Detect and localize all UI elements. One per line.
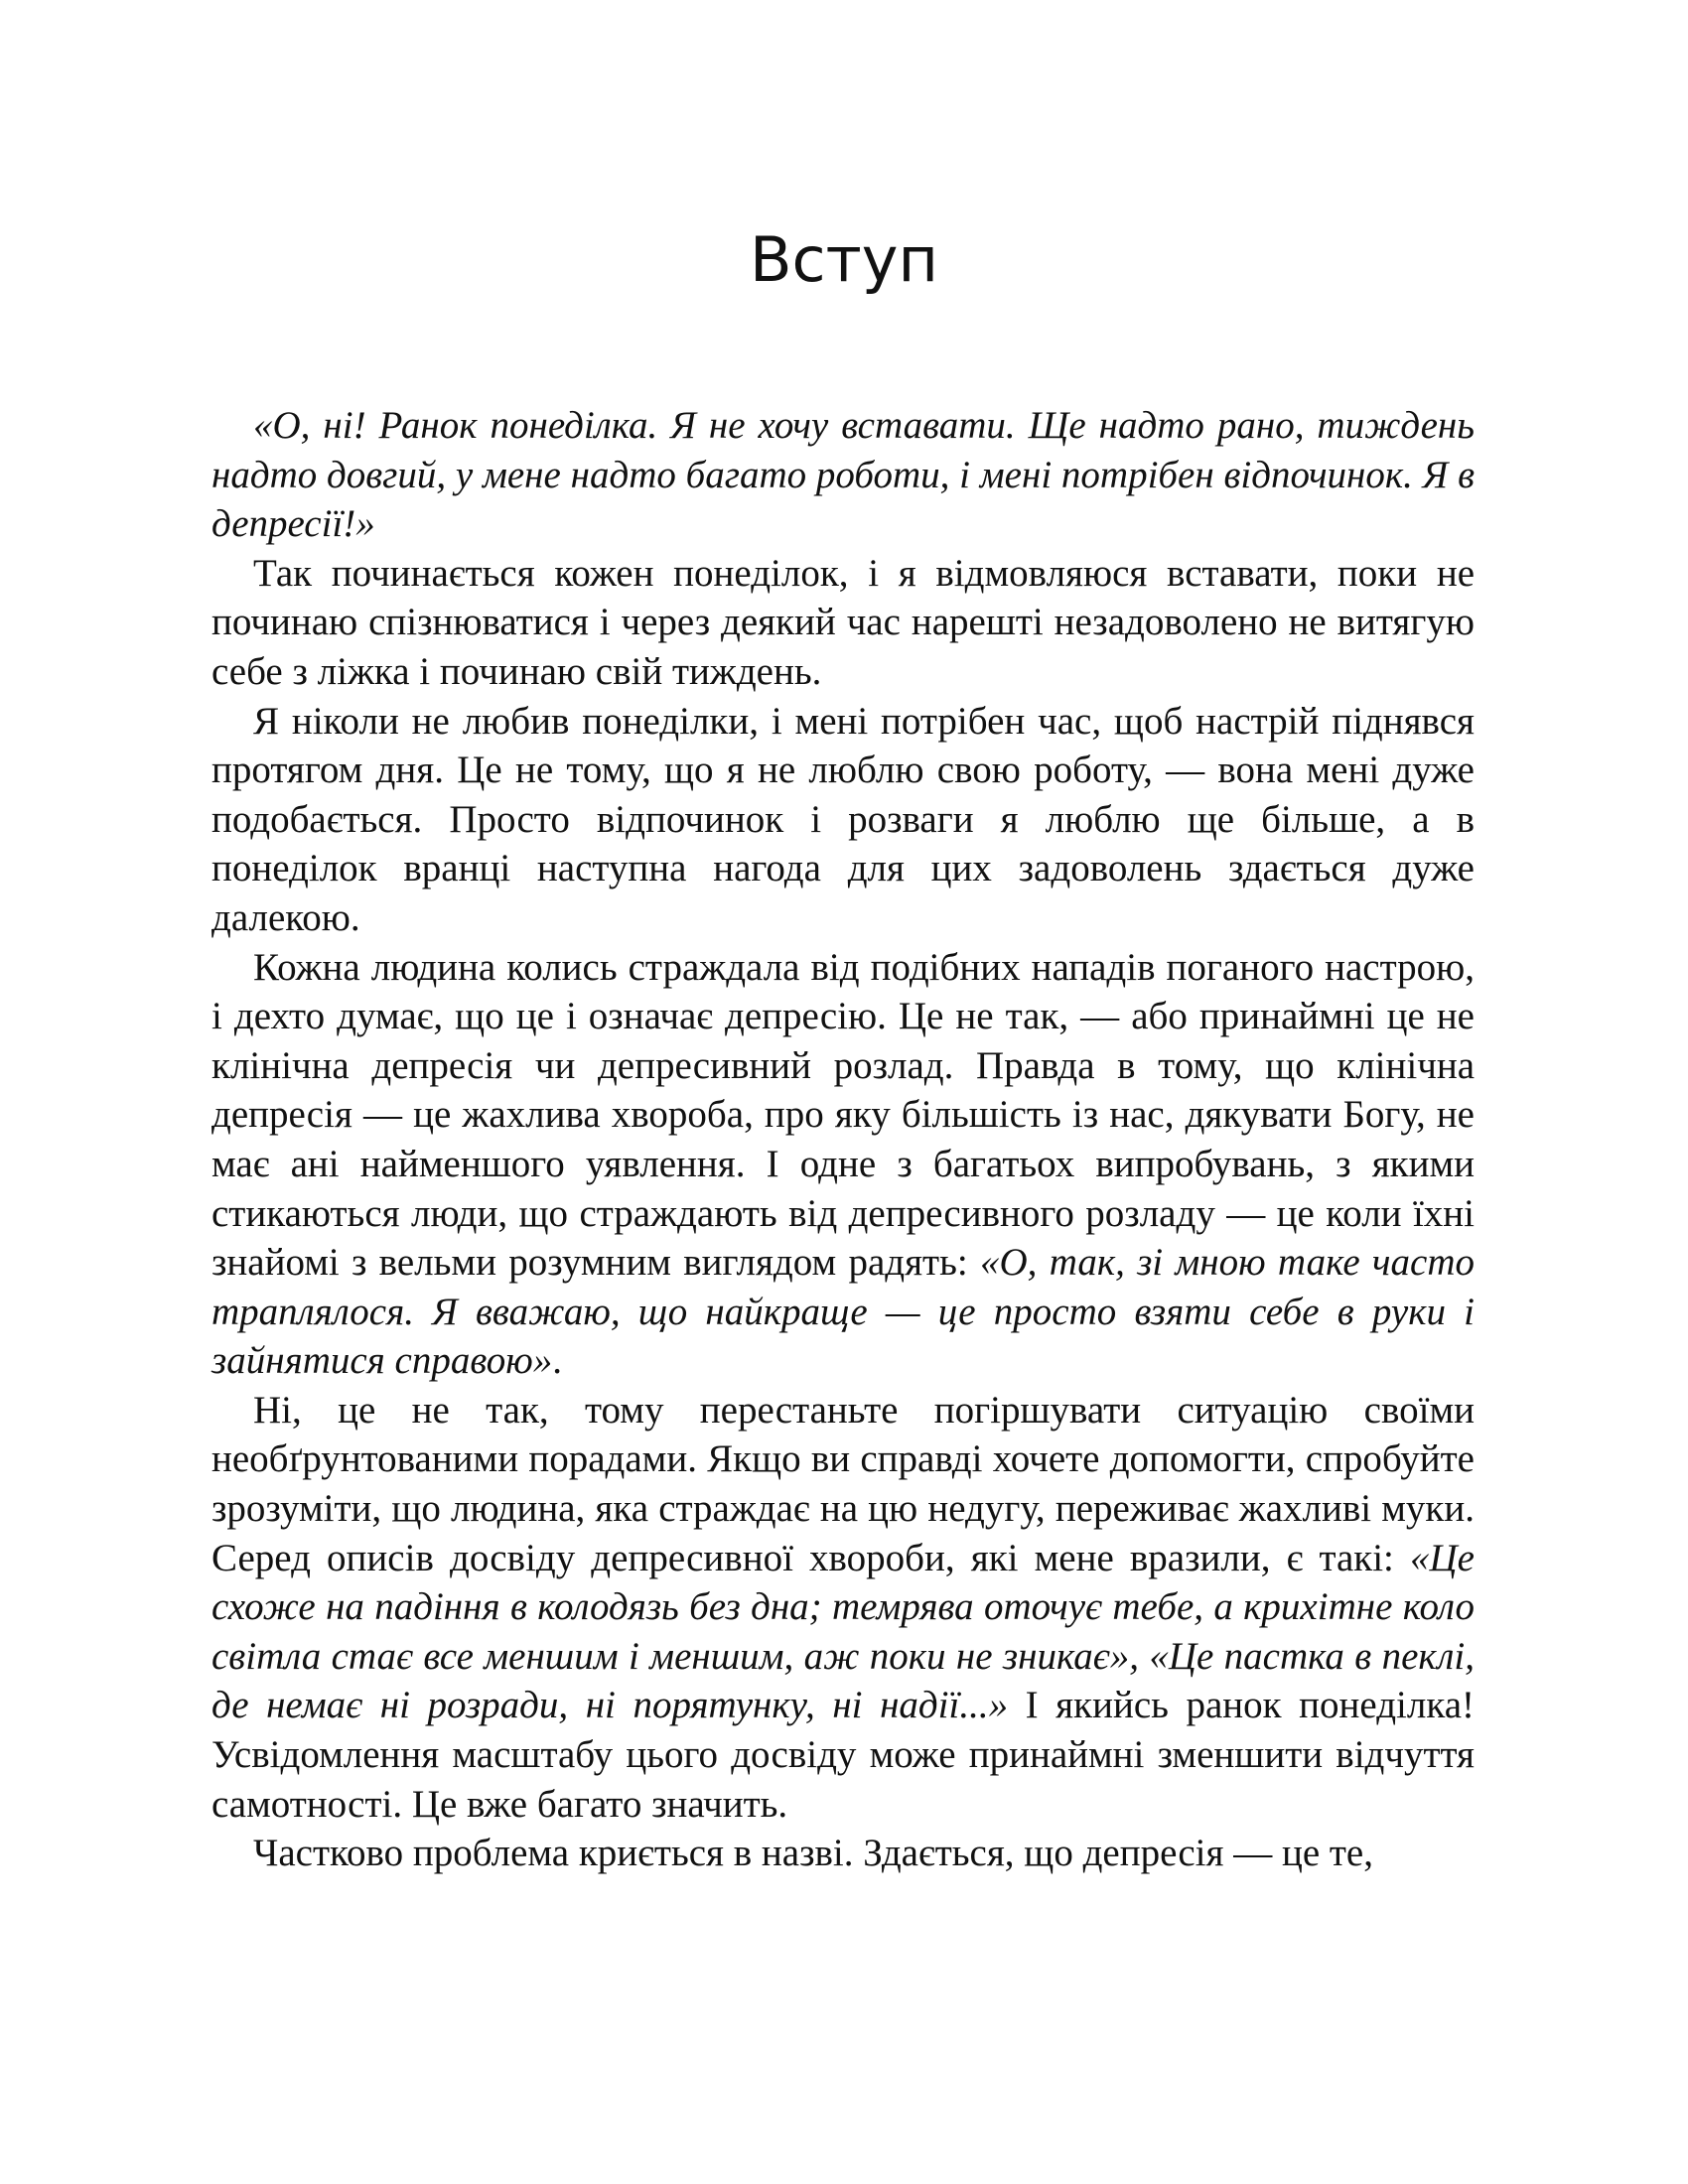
chapter-title: Вступ: [750, 223, 938, 296]
chapter-body: [211, 401, 1475, 1878]
paragraph-6-text: Частково проблема криється в назві. Здається, що депресія — це те,: [253, 1832, 1373, 1875]
paragraph-3: [211, 697, 1475, 943]
paragraph-3-text: Я ніколи не любив понеділки, і мені потрібен час, щоб настрій піднявся протягом дня. Це не тому, що я не люблю свою роботу, — вона мені дуже подобається. Просто відпочинок і розваги я люблю ще більше, а в понеділок вранці наступна нагода для цих задоволень здається дуже далекою.: [211, 699, 1475, 939]
paragraph-2: [211, 549, 1475, 697]
paragraph-4-quote: «О, так, зі мною таке часто траплялося. Я вважаю, що найкраще — це просто взяти себе в руки і зайнятися справою»: [211, 1241, 1476, 1383]
paragraph-6: [211, 1829, 1475, 1878]
paragraph-5: [211, 1386, 1475, 1829]
paragraph-4-end: .: [552, 1339, 563, 1383]
paragraph-1-quote: «О, ні! Ранок понеділка. Я не хочу вставати. Ще надто рано, тиждень надто довгий, у мене надто багато роботи, і мені потрібен відпочинок. Я в депресії!»: [211, 404, 1475, 546]
paragraph-1: [211, 401, 1475, 549]
paragraph-4-text: Кожна людина колись страждала від подібних нападів поганого настрою, і дехто думає, що це і означає депресію. Це не так, — або принаймні це не клінічна депресія чи депресивний розлад. Правда в тому, що клінічна депресія — це жахлива хвороба, про яку більшість із нас, дякувати Богу, не має ані найменшого уявлення. І одне з багатьох випробувань, з якими стикаються люди, що страждають від депресивного розладу — це коли їхні знайомі з вельми розумним виглядом радять:: [211, 945, 1475, 1285]
paragraph-5-end: І якийсь ранок понеділка! Усвідомлення масштабу цього досвіду може принаймні зменшити відчуття самотності. Це вже багато значить.: [211, 1684, 1475, 1826]
paragraph-4: [211, 943, 1475, 1386]
paragraph-2-text: Так починається кожен понеділок, і я відмовляюся вставати, поки не починаю спізнюватися і через деякий час нарешті незадоволено не витягую себе з ліжка і починаю свій тиждень.: [211, 551, 1475, 693]
paragraph-5-text: Ні, це не так, тому перестаньте погіршувати ситуацію своїми необґрунтованими порадами. Якщо ви справді хочете допомогти, спробуйте зрозуміти, що людина, яка страждає на цю недугу, переживає жахливі муки. Серед описів досвіду депресивної хвороби, які мене вразили, є такі:: [211, 1388, 1475, 1579]
paragraph-5-quote: «Це схоже на падіння в колодязь без дна; темрява оточує тебе, а крихітне коло світла стає все меншим і меншим, аж поки не зникає», «Це пастка в пеклі, де немає ні розради, ні порятунку, ні надії...»: [211, 1536, 1475, 1727]
